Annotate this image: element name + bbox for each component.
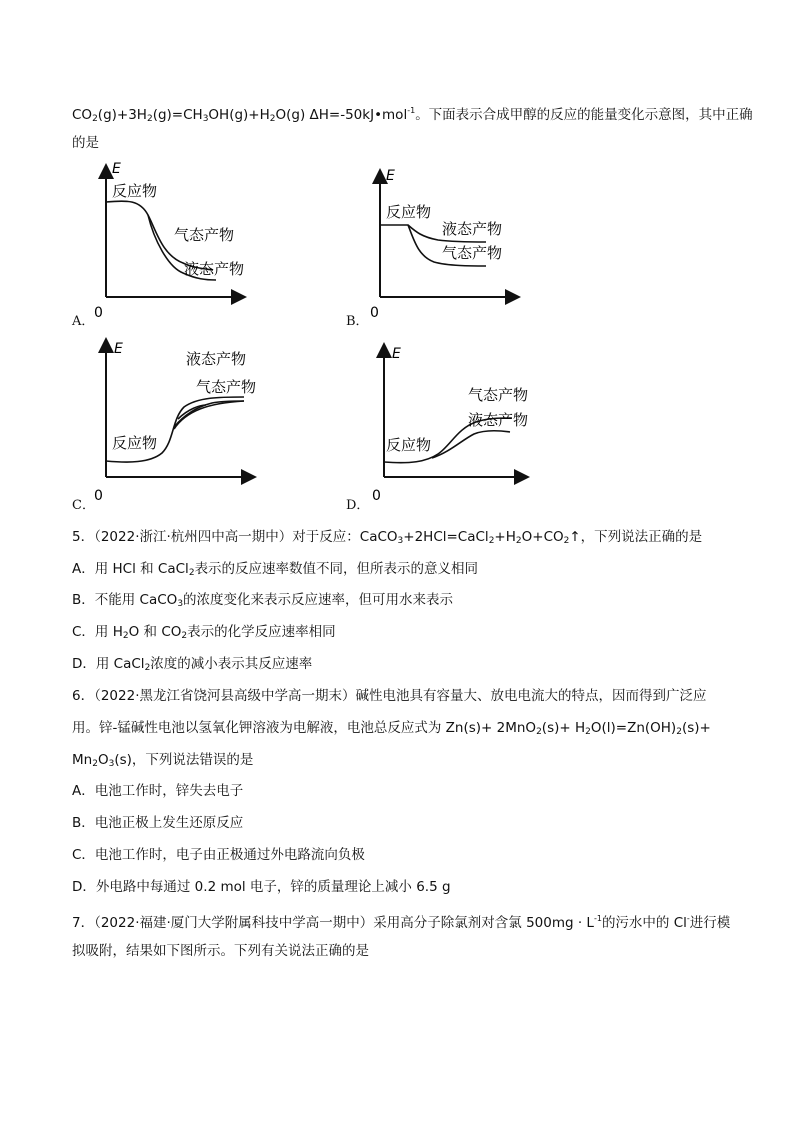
y-axis-label: E	[386, 168, 395, 184]
option-a-label: A．	[72, 314, 95, 329]
q7-stem-line1: 7．（2022·福建·厦门大学附属科技中学高一期中）采用高分子除氯剂对含氯 $500mg \cdot L^{-1}$的污水中的 Cl-进行模	[72, 914, 731, 931]
liquid-product-label: 液态产物	[184, 260, 245, 278]
q5-stem: 5．（2022·浙江·杭州四中高一期中）对于反应：$CaCO_3+2HCl=CaCl_2+H_2O+CO_2↑$，下列说法正确的是	[72, 529, 703, 546]
gas-product-label: 气态产物	[196, 378, 257, 396]
origin-label: 0	[94, 305, 103, 321]
reactant-curve	[106, 397, 244, 462]
q6-option-a: A．电池工作时，锌失去电子	[72, 783, 244, 799]
gas-product-label: 气态产物	[468, 386, 529, 404]
q6-stem-line2: 用。锌-锰碱性电池以氢氧化钾溶液为电解液，电池总反应式为 $Zn(s)+ 2MnO_2(s)+ H_2O(l)=Zn(OH)_2(s)+$	[72, 720, 711, 737]
q6-stem-line3: $Mn_2O_3(s)$，下列说法错误的是	[72, 752, 254, 769]
origin-label: 0	[372, 488, 381, 504]
liquid-product-label: 液态产物	[186, 350, 247, 368]
reactant-label: 反应物	[112, 434, 158, 452]
energy-diagram-a	[88, 155, 258, 325]
y-axis-label: E	[114, 341, 123, 357]
q6-stem-line1: 6．（2022·黑龙江省饶河县高级中学高一期末）碱性电池具有容量大、放电电流大的特点，因而得到广泛应	[72, 688, 707, 704]
y-axis-label: E	[112, 161, 121, 177]
q4-stem-line1: $CO_2(g)+3H_2(g)=CH_3OH(g)+H_2O(g)$ ΔH=-50kJ•mol$^{-1}$。下面表示合成甲醇的反应的能量变化示意图，其中正确	[72, 106, 753, 124]
q4-stem-line2: 的是	[72, 135, 99, 151]
y-axis-label: E	[392, 346, 401, 362]
gas-product-label: 气态产物	[442, 244, 503, 262]
gas-product-label: 气态产物	[174, 226, 235, 244]
origin-label: 0	[94, 488, 103, 504]
q7-stem-line2: 拟吸附，结果如下图所示。下列有关说法正确的是	[72, 943, 369, 959]
energy-diagram-d	[366, 340, 536, 505]
liquid-curve	[432, 431, 510, 458]
option-b-label: B．	[346, 314, 369, 329]
reactant-label: 反应物	[112, 182, 158, 200]
origin-label: 0	[370, 305, 379, 321]
reactant-label: 反应物	[386, 436, 432, 454]
liquid-product-label: 液态产物	[442, 220, 503, 238]
gas-product-curve	[174, 401, 244, 429]
energy-diagram-b	[362, 160, 532, 325]
q6-option-d: D．外电路中每通过 0.2 mol 电子，锌的质量理论上减小 6.5 g	[72, 879, 451, 895]
liquid-product-label: 液态产物	[468, 411, 529, 429]
q5-option-b: B．不能用 CaCO$_3$的浓度变化来表示反应速率，但可用水来表示	[72, 592, 454, 609]
q5-option-d: D．用 CaCl$_2$浓度的减小表示其反应速率	[72, 656, 313, 673]
energy-diagram-c	[88, 335, 278, 505]
q6-option-c: C．电池工作时，电子由正极通过外电路流向负极	[72, 847, 365, 863]
option-c-label: C．	[72, 498, 95, 513]
reactant-label: 反应物	[386, 203, 432, 221]
option-d-label: D．	[346, 498, 370, 513]
q6-option-b: B．电池正极上发生还原反应	[72, 815, 244, 831]
q5-option-a: A．用 HCl 和 CaCl$_2$表示的反应速率数值不同，但所表示的意义相同	[72, 561, 479, 578]
q5-option-c: C．用 $H_2O$ 和 $CO_2$表示的化学反应速率相同	[72, 624, 336, 641]
